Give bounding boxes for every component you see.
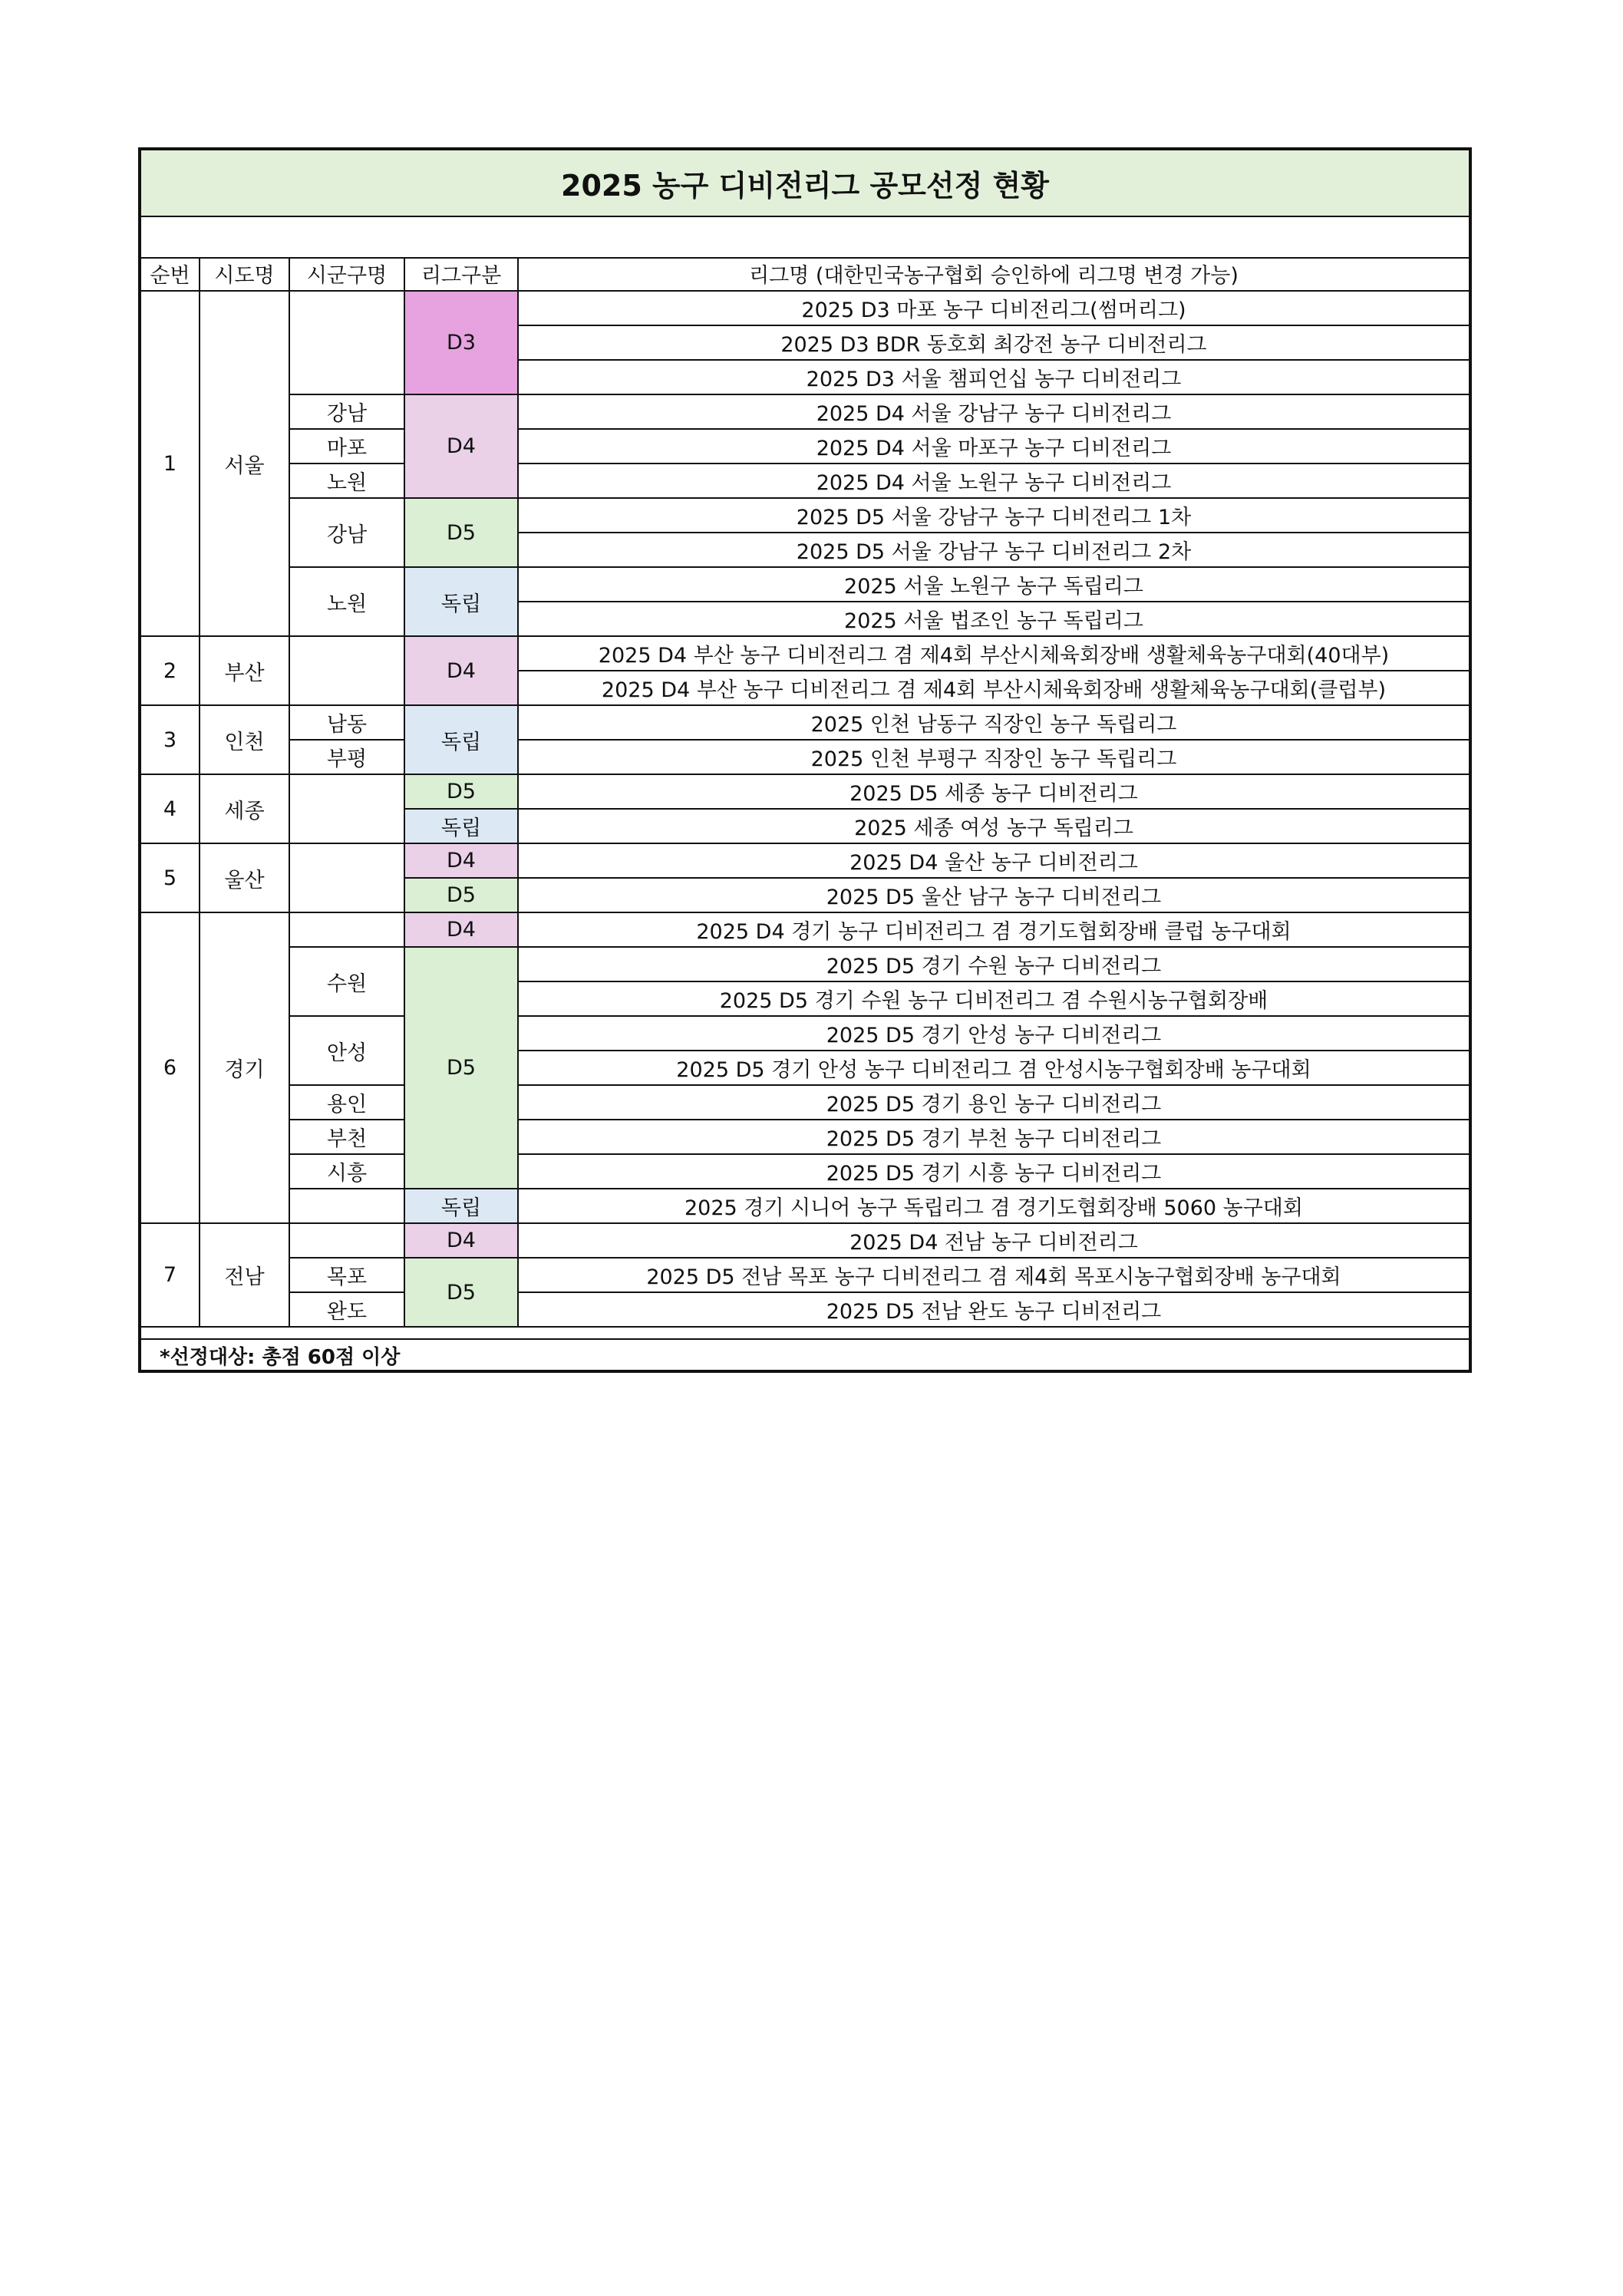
table-row <box>141 1292 1469 1327</box>
district-cell <box>289 1223 404 1258</box>
league-name: 2025 서울 법조인 농구 독립리그 <box>518 602 1469 636</box>
league-name: 2025 D5 전남 완도 농구 디비전리그 <box>518 1292 1469 1327</box>
district-cell: 강남 <box>289 498 404 567</box>
league-name: 2025 D5 경기 수원 농구 디비전리그 겸 수원시농구협회장배 <box>518 981 1469 1016</box>
region-no: 3 <box>141 705 200 774</box>
district-cell <box>289 291 404 394</box>
league-name: 2025 D4 전남 농구 디비전리그 <box>518 1223 1469 1258</box>
col-header-no: 순번 <box>141 257 200 291</box>
district-cell: 용인 <box>289 1085 404 1120</box>
league-type-badge: 독립 <box>404 567 518 636</box>
table-row <box>141 567 1469 602</box>
league-name: 2025 D4 서울 노원구 농구 디비전리그 <box>518 463 1469 498</box>
league-name: 2025 D4 서울 강남구 농구 디비전리그 <box>518 394 1469 429</box>
district-cell: 완도 <box>289 1292 404 1327</box>
league-selection-table <box>138 147 1472 1373</box>
table-row <box>141 429 1469 463</box>
region-no: 2 <box>141 636 200 705</box>
table-row <box>141 705 1469 740</box>
region-name: 울산 <box>200 843 289 912</box>
league-name: 2025 D4 경기 농구 디비전리그 겸 경기도협회장배 클럽 농구대회 <box>518 912 1469 947</box>
table-row <box>141 1258 1469 1292</box>
region-no: 6 <box>141 912 200 1223</box>
league-type-badge: D4 <box>404 636 518 705</box>
blank-row <box>141 216 1469 259</box>
table-row <box>141 1154 1469 1189</box>
region-name: 서울 <box>200 291 289 636</box>
league-type-badge: D4 <box>404 843 518 878</box>
league-name: 2025 D4 서울 마포구 농구 디비전리그 <box>518 429 1469 463</box>
league-name: 2025 인천 남동구 직장인 농구 독립리그 <box>518 705 1469 740</box>
district-cell <box>289 636 404 705</box>
table-row <box>141 394 1469 429</box>
league-name: 2025 서울 노원구 농구 독립리그 <box>518 567 1469 602</box>
league-name: 2025 D5 전남 목포 농구 디비전리그 겸 제4회 목포시농구협회장배 농구대회 <box>518 1258 1469 1292</box>
region-no: 1 <box>141 291 200 636</box>
league-type-badge: 독립 <box>404 809 518 843</box>
col-header-province: 시도명 <box>200 257 289 291</box>
league-name: 2025 D4 울산 농구 디비전리그 <box>518 843 1469 878</box>
table-row <box>141 1120 1469 1154</box>
league-name: 2025 D5 서울 강남구 농구 디비전리그 1차 <box>518 498 1469 533</box>
league-name: 2025 D5 경기 수원 농구 디비전리그 <box>518 947 1469 981</box>
league-name: 2025 D3 마포 농구 디비전리그(썸머리그) <box>518 291 1469 325</box>
table-row <box>141 1189 1469 1223</box>
district-cell: 수원 <box>289 947 404 1016</box>
league-type-badge: D5 <box>404 774 518 809</box>
table-row <box>141 1085 1469 1120</box>
district-cell: 부평 <box>289 740 404 774</box>
region-no: 5 <box>141 843 200 912</box>
district-cell <box>289 843 404 912</box>
table-row <box>141 912 1469 947</box>
table-row <box>141 1016 1469 1051</box>
district-cell <box>289 774 404 843</box>
col-header-league-name: 리그명 (대한민국농구협회 승인하에 리그명 변경 가능) <box>518 257 1469 291</box>
league-type-badge: D4 <box>404 912 518 947</box>
district-cell: 마포 <box>289 429 404 463</box>
league-name: 2025 경기 시니어 농구 독립리그 겸 경기도협회장배 5060 농구대회 <box>518 1189 1469 1223</box>
district-cell: 노원 <box>289 463 404 498</box>
league-name: 2025 D5 경기 안성 농구 디비전리그 <box>518 1016 1469 1051</box>
league-name: 2025 D4 부산 농구 디비전리그 겸 제4회 부산시체육회장배 생활체육농구대회(40대부) <box>518 636 1469 671</box>
league-type-badge: D3 <box>404 291 518 394</box>
league-type-badge: 독립 <box>404 705 518 774</box>
league-name: 2025 D4 부산 농구 디비전리그 겸 제4회 부산시체육회장배 생활체육농구대회(클럽부) <box>518 671 1469 705</box>
table-row <box>141 774 1469 809</box>
league-type-badge: D5 <box>404 498 518 567</box>
league-type-badge: D5 <box>404 947 518 1189</box>
district-cell: 남동 <box>289 705 404 740</box>
region-no: 7 <box>141 1223 200 1327</box>
region-name: 전남 <box>200 1223 289 1327</box>
league-type-badge: D4 <box>404 1223 518 1258</box>
league-name: 2025 D5 세종 농구 디비전리그 <box>518 774 1469 809</box>
region-name: 인천 <box>200 705 289 774</box>
district-cell: 강남 <box>289 394 404 429</box>
header-row <box>141 257 1469 291</box>
table-row <box>141 498 1469 533</box>
league-name: 2025 D5 경기 시흥 농구 디비전리그 <box>518 1154 1469 1189</box>
district-cell: 부천 <box>289 1120 404 1154</box>
league-type-badge: D5 <box>404 878 518 912</box>
table-row <box>141 843 1469 878</box>
footnote: *선정대상: 총점 60점 이상 <box>141 1338 1469 1371</box>
table-row <box>141 291 1469 325</box>
league-type-badge: 독립 <box>404 1189 518 1223</box>
league-type-badge: D5 <box>404 1258 518 1327</box>
col-header-district: 시군구명 <box>289 257 404 291</box>
league-name: 2025 D5 경기 용인 농구 디비전리그 <box>518 1085 1469 1120</box>
district-cell: 목포 <box>289 1258 404 1292</box>
league-name: 2025 D3 BDR 동호회 최강전 농구 디비전리그 <box>518 325 1469 360</box>
league-name: 2025 D5 경기 안성 농구 디비전리그 겸 안성시농구협회장배 농구대회 <box>518 1051 1469 1085</box>
page-title: 2025 농구 디비전리그 공모선정 현황 <box>141 150 1469 217</box>
district-cell <box>289 1189 404 1223</box>
region-no: 4 <box>141 774 200 843</box>
table-row <box>141 740 1469 774</box>
league-name: 2025 D5 울산 남구 농구 디비전리그 <box>518 878 1469 912</box>
league-type-badge: D4 <box>404 394 518 498</box>
district-cell <box>289 912 404 947</box>
table-row <box>141 636 1469 671</box>
region-name: 세종 <box>200 774 289 843</box>
district-cell: 시흥 <box>289 1154 404 1189</box>
table-row <box>141 1223 1469 1258</box>
region-name: 경기 <box>200 912 289 1223</box>
district-cell: 노원 <box>289 567 404 636</box>
league-name: 2025 D3 서울 챔피언십 농구 디비전리그 <box>518 360 1469 394</box>
league-name: 2025 세종 여성 농구 독립리그 <box>518 809 1469 843</box>
district-cell: 안성 <box>289 1016 404 1085</box>
col-header-league-type: 리그구분 <box>404 257 518 291</box>
league-grid <box>141 257 1469 1328</box>
region-name: 부산 <box>200 636 289 705</box>
league-name: 2025 D5 서울 강남구 농구 디비전리그 2차 <box>518 533 1469 567</box>
table-row <box>141 947 1469 981</box>
league-name: 2025 인천 부평구 직장인 농구 독립리그 <box>518 740 1469 774</box>
league-name: 2025 D5 경기 부천 농구 디비전리그 <box>518 1120 1469 1154</box>
table-row <box>141 463 1469 498</box>
